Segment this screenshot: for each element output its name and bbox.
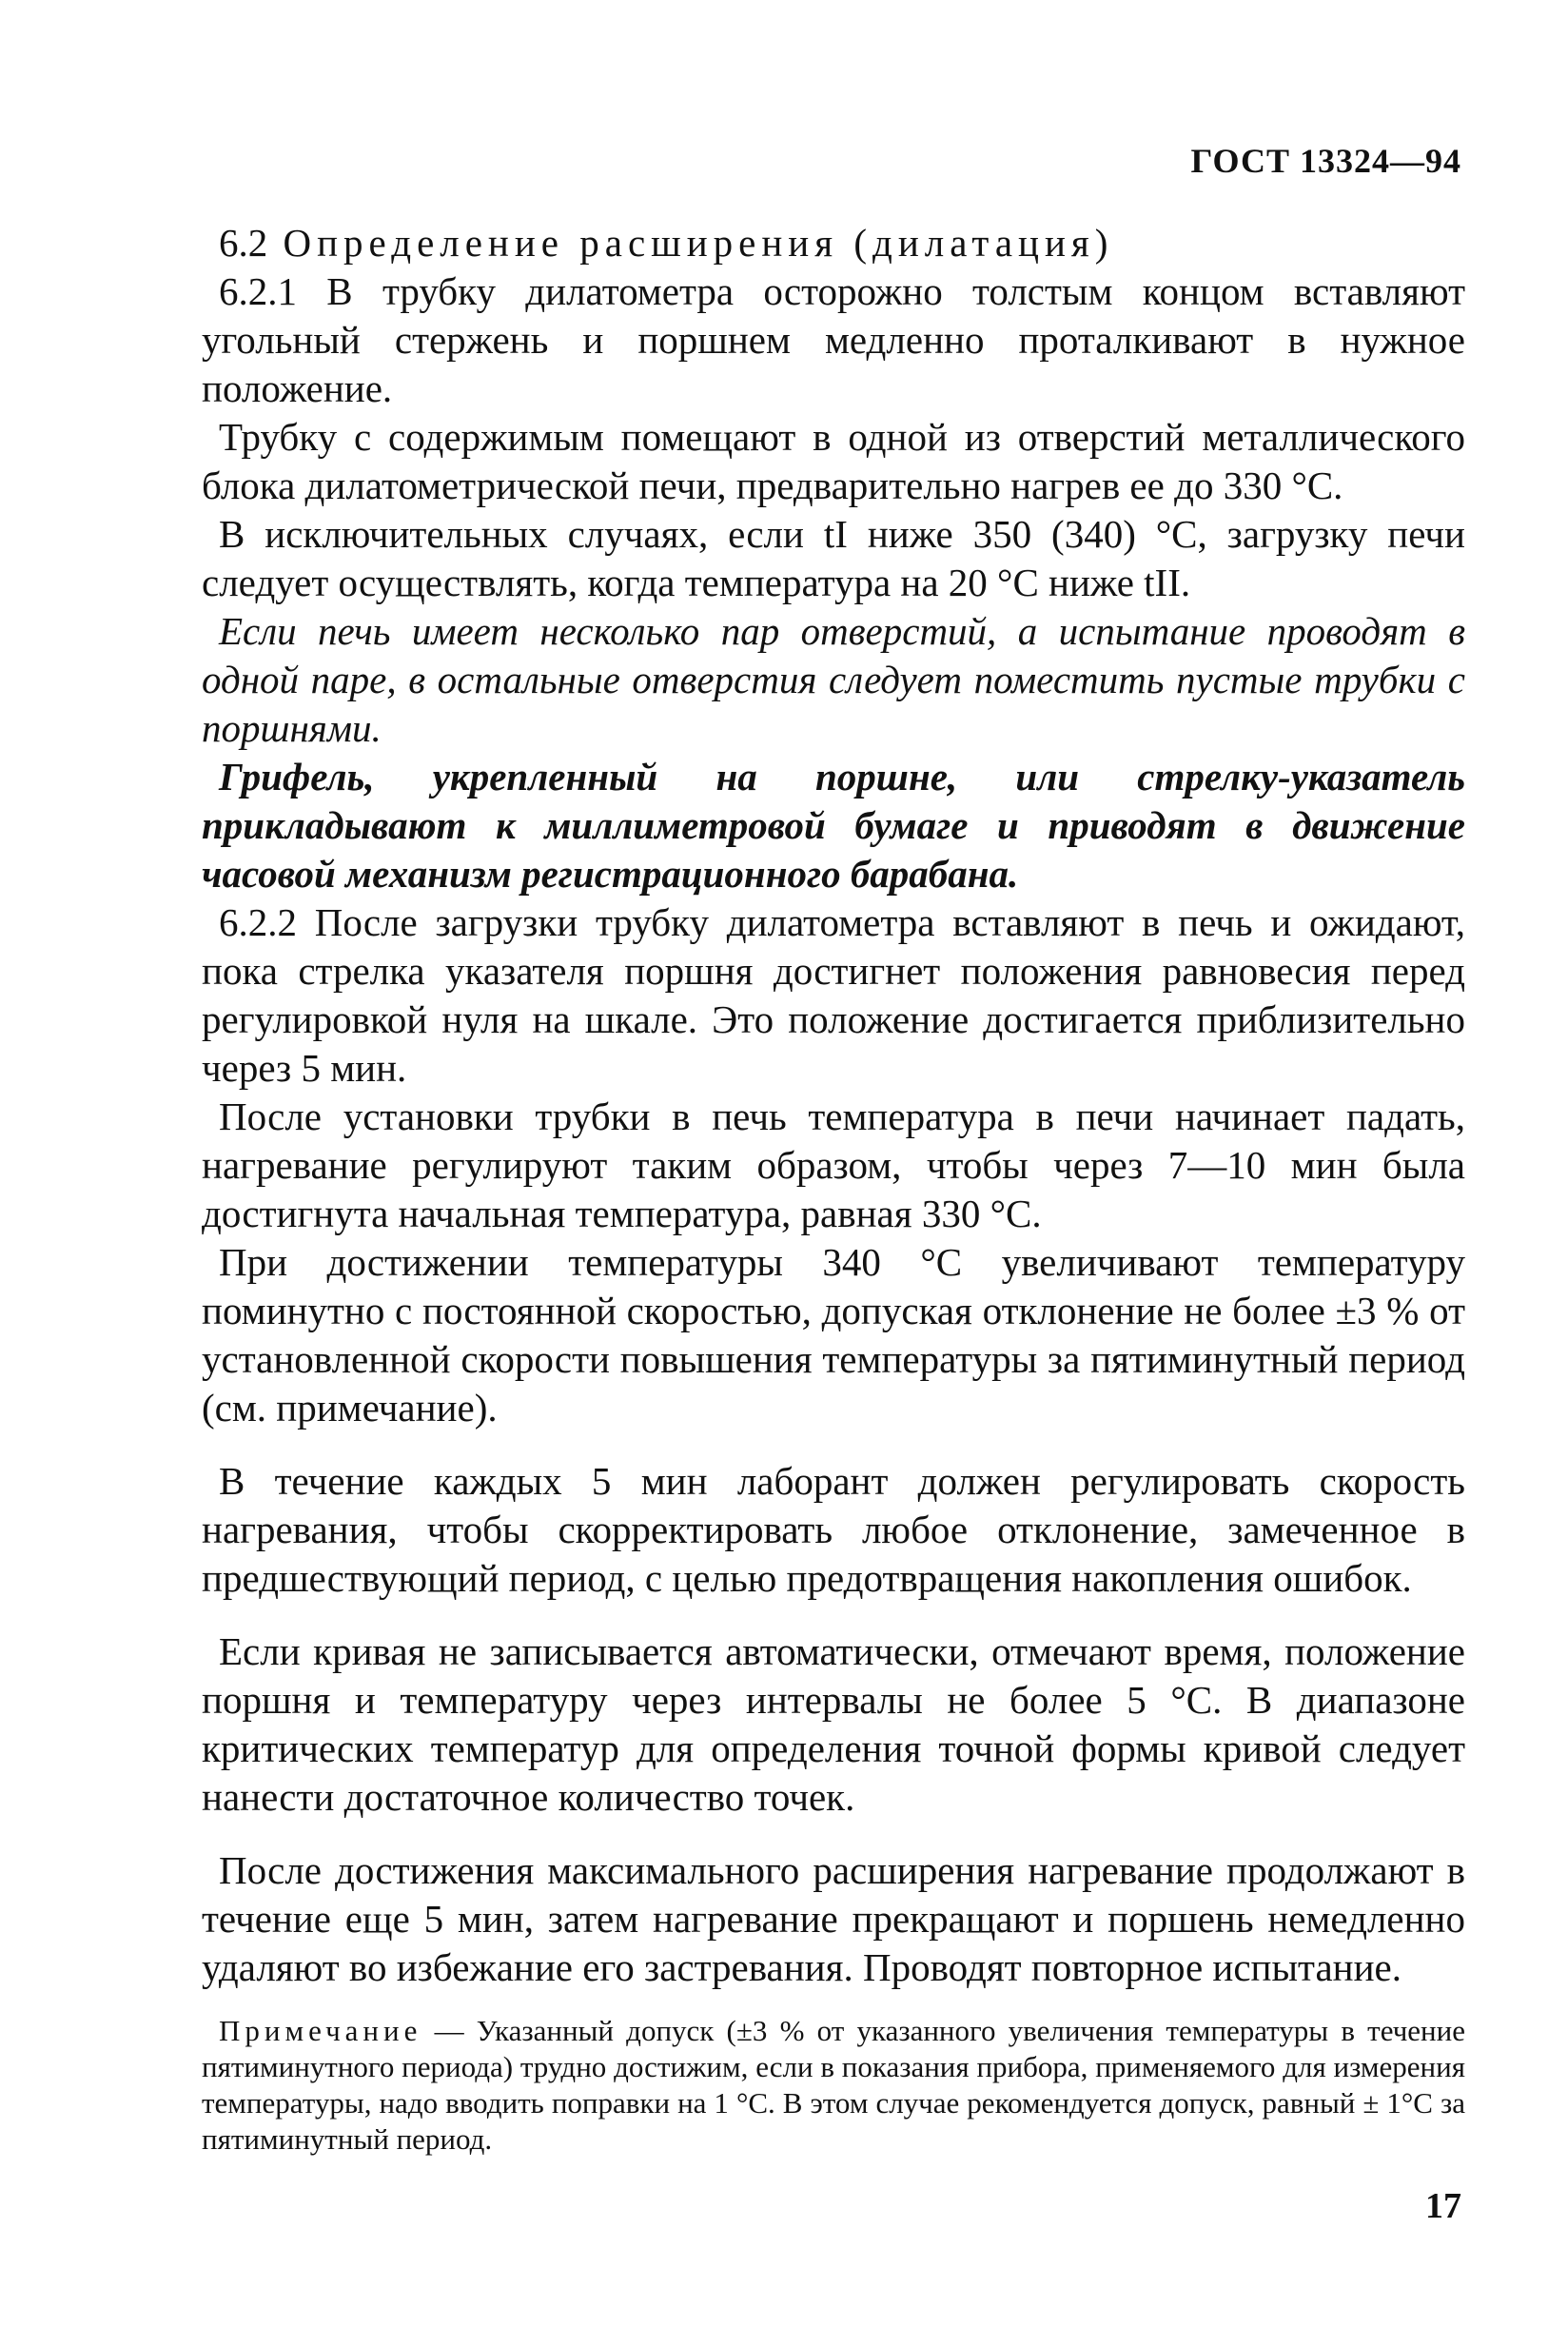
paragraph-empty-tubes: Если печь имеет несколько пар отверстий, а испытание проводят в одной паре, в остальные отверстия следует поместить пустые трубки с поршнями. bbox=[202, 609, 1465, 750]
paragraph-temperature-drop: После установки трубки в печь температура в печи начинает падать, нагревание регулируют таким образом, чтобы через 7—10 мин была достигнута начальная температура, равная 330 °С. bbox=[202, 1095, 1465, 1235]
document-code-header: ГОСТ 13324—94 bbox=[1190, 142, 1461, 180]
paragraph-repeat-test: После достижения максимального расширения нагревание продолжают в течение еще 5 мин, затем нагревание прекращают и поршень немедленно удаляют во избежание его застревания. Проводят повторное испытание. bbox=[202, 1848, 1465, 1989]
section-number: 6.2 bbox=[219, 221, 268, 265]
paragraph-6-2-2: 6.2.2 После загрузки трубку дилатометра вставляют в печь и ожидают, пока стрелка указателя поршня достигнет положения равновесия перед регулировкой нуля на шкале. Это положение достигается приблизительно через 5 мин. bbox=[202, 900, 1465, 1090]
paragraph-heating-rate: При достижении температуры 340 °С увеличивают температуру поминутно с постоянной скоростью, допуская отклонение не более ±3 % от установленной скорости повышения температуры за пятиминутный период (см. примечание). bbox=[202, 1240, 1465, 1430]
section-title: Определение расширения (дилатация) bbox=[283, 221, 1114, 265]
page-number: 17 bbox=[1425, 2186, 1461, 2226]
document-body bbox=[202, 219, 1465, 2158]
paragraph-tube-placement: Трубку с содержимым помещают в одной из отверстий металлического блока дилатометрической печи, предварительно нагрев ее до 330 °С. bbox=[202, 415, 1465, 507]
paragraph-exceptional-cases: В исключительных случаях, если tI ниже 350 (340) °С, загрузку печи следует осуществлять, когда температура на 20 °С ниже tII. bbox=[202, 512, 1465, 604]
paragraph-6-2-1: 6.2.1 В трубку дилатометра осторожно толстым концом вставляют угольный стержень и поршнем медленно проталкивают в нужное положение. bbox=[202, 269, 1465, 410]
note bbox=[202, 2013, 1465, 2158]
paragraph-stylus: Грифель, укрепленный на поршне, или стрелку-указатель прикладывают к миллиметровой бумаге и приводят в движение часовой механизм регистрационного барабана. bbox=[202, 755, 1465, 896]
paragraph-manual-recording: Если кривая не записывается автоматически, отмечают время, положение поршня и температуру через интервалы не более 5 °С. В диапазоне критических температур для определения точной формы кривой следует нанести достаточное количество точек. bbox=[202, 1629, 1465, 1819]
section-heading bbox=[202, 219, 1465, 267]
note-label: Примечание bbox=[219, 2014, 422, 2047]
note-text: — Указанный допуск (±3 % от указанного увеличения температуры в течение пятиминутного периода) трудно достижим, если в показания прибора, применяемого для измерения температуры, надо вводить поправки на 1 °С. В этом случае рекомендуется допуск, равный ± 1°С за пятиминутный период. bbox=[202, 2014, 1465, 2156]
paragraph-rate-correction: В течение каждых 5 мин лаборант должен регулировать скорость нагревания, чтобы скорректировать любое отклонение, замеченное в предшествующий период, с целью предотвращения накопления ошибок. bbox=[202, 1459, 1465, 1600]
